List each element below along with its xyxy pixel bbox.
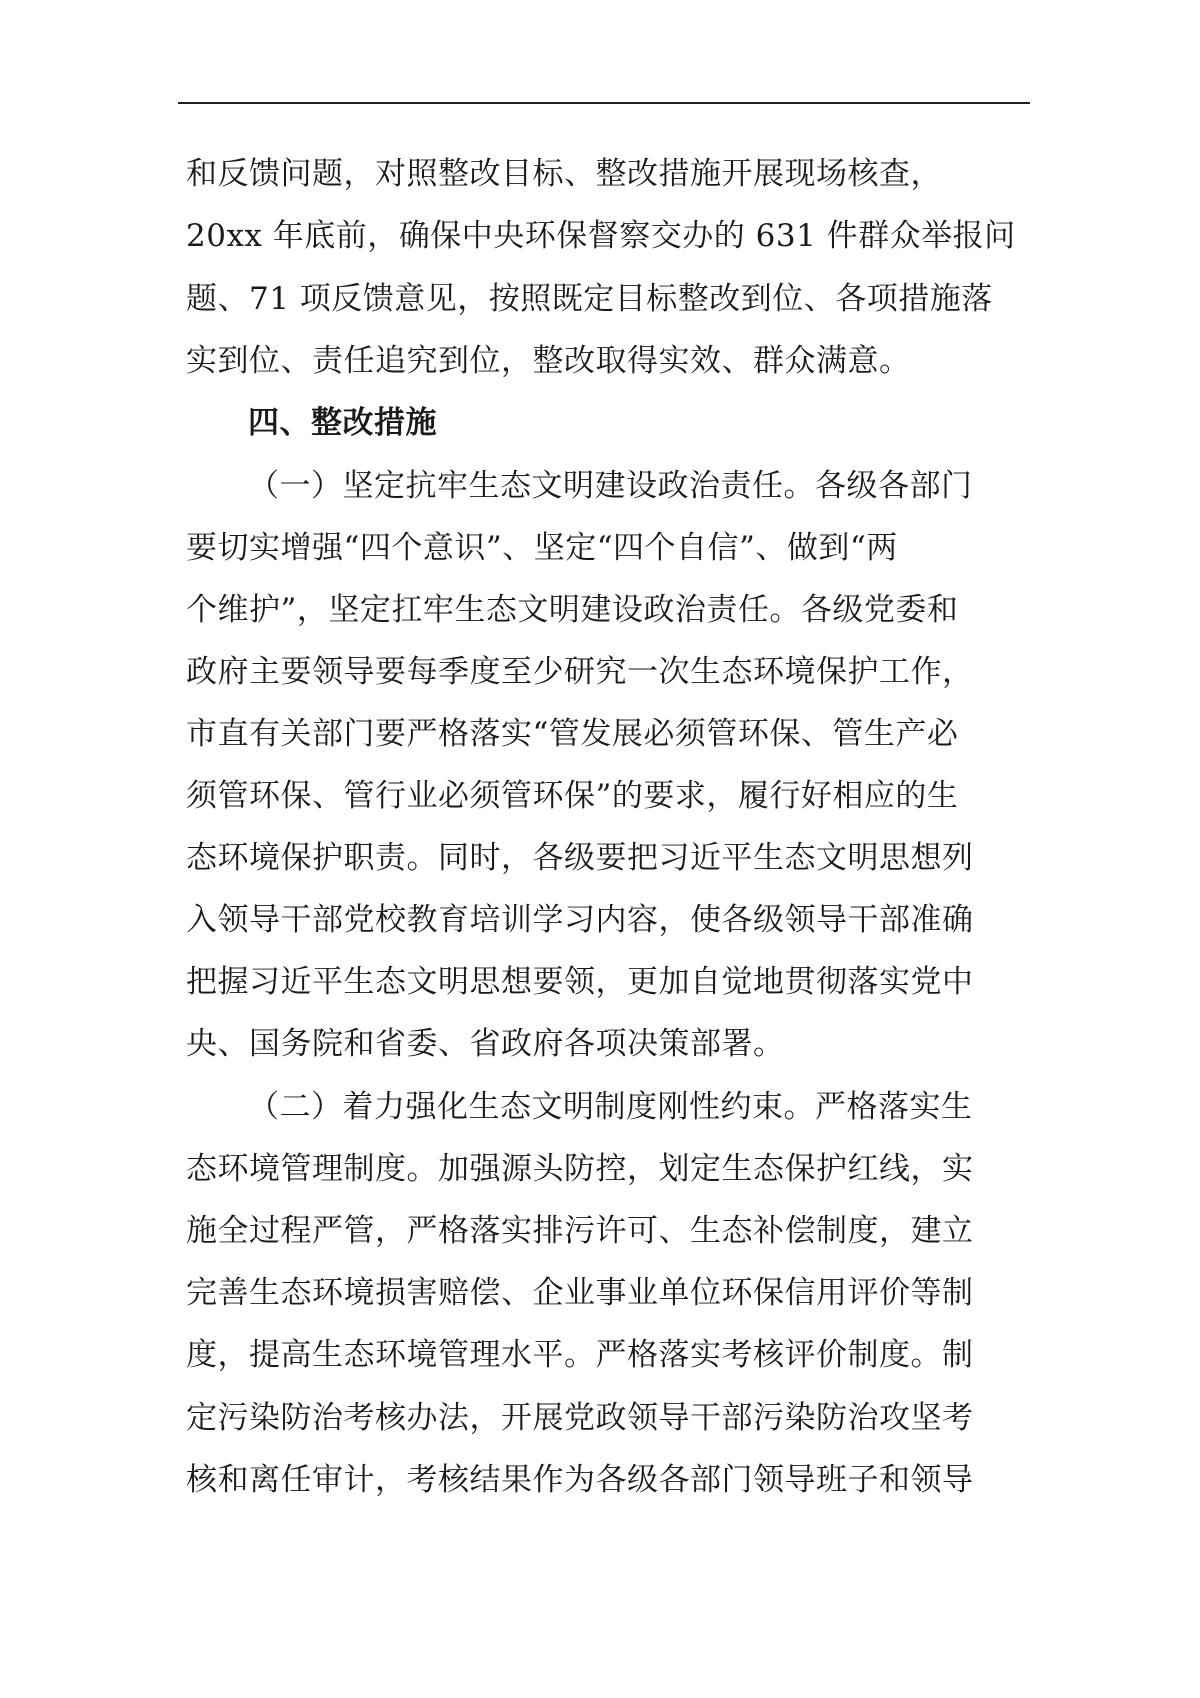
body-line: 完善生态环境损害赔偿、企业事业单位环保信用评价等制: [186, 1275, 974, 1311]
body-line: 20xx 年底前，确保中央环保督察交办的 631 件群众举报问: [186, 218, 1016, 254]
body-line: 要切实增强“四个意识”、坚定“四个自信”、做到“两: [186, 530, 898, 566]
header-rule: [178, 102, 1030, 104]
body-line: 实到位、责任追究到位，整改取得实效、群众满意。: [186, 343, 911, 379]
body-line: 定污染防治考核办法，开展党政领导干部污染防治攻坚考: [186, 1400, 974, 1436]
body-line: 和反馈问题，对照整改目标、整改措施开展现场核查，: [186, 156, 942, 192]
body-line: 须管环保、管行业必须管环保”的要求，履行好相应的生: [186, 778, 959, 814]
body-line: 度，提高生态环境管理水平。严格落实考核评价制度。制: [186, 1337, 974, 1373]
body-line: 央、国务院和省委、省政府各项决策部署。: [186, 1026, 785, 1062]
body-line: 核和离任审计，考核结果作为各级各部门领导班子和领导: [186, 1462, 974, 1498]
section-heading: 四、整改措施: [248, 405, 437, 441]
body-line: 把握习近平生态文明思想要领，更加自觉地贯彻落实党中: [186, 964, 974, 1000]
body-line: 态环境管理制度。加强源头防控，划定生态保护红线，实: [186, 1151, 974, 1187]
body-line: 入领导干部党校教育培训学习内容，使各级领导干部准确: [186, 902, 974, 938]
body-line: 市直有关部门要严格落实“管发展必须管环保、管生产必: [186, 716, 959, 752]
body-line: 施全过程严管，严格落实排污许可、生态补偿制度，建立: [186, 1213, 974, 1249]
body-line: 态环境保护职责。同时，各级要把习近平生态文明思想列: [186, 840, 974, 876]
body-line: 题、71 项反馈意见，按照既定目标整改到位、各项措施落: [186, 281, 993, 317]
body-line: 个维护”，坚定扛牢生态文明建设政治责任。各级党委和: [186, 592, 959, 628]
body-line: 政府主要领导要每季度至少研究一次生态环境保护工作，: [186, 654, 974, 690]
paragraph-first-line: （二）着力强化生态文明制度刚性约束。严格落实生: [248, 1089, 973, 1125]
paragraph-first-line: （一）坚定抗牢生态文明建设政治责任。各级各部门: [248, 468, 973, 504]
